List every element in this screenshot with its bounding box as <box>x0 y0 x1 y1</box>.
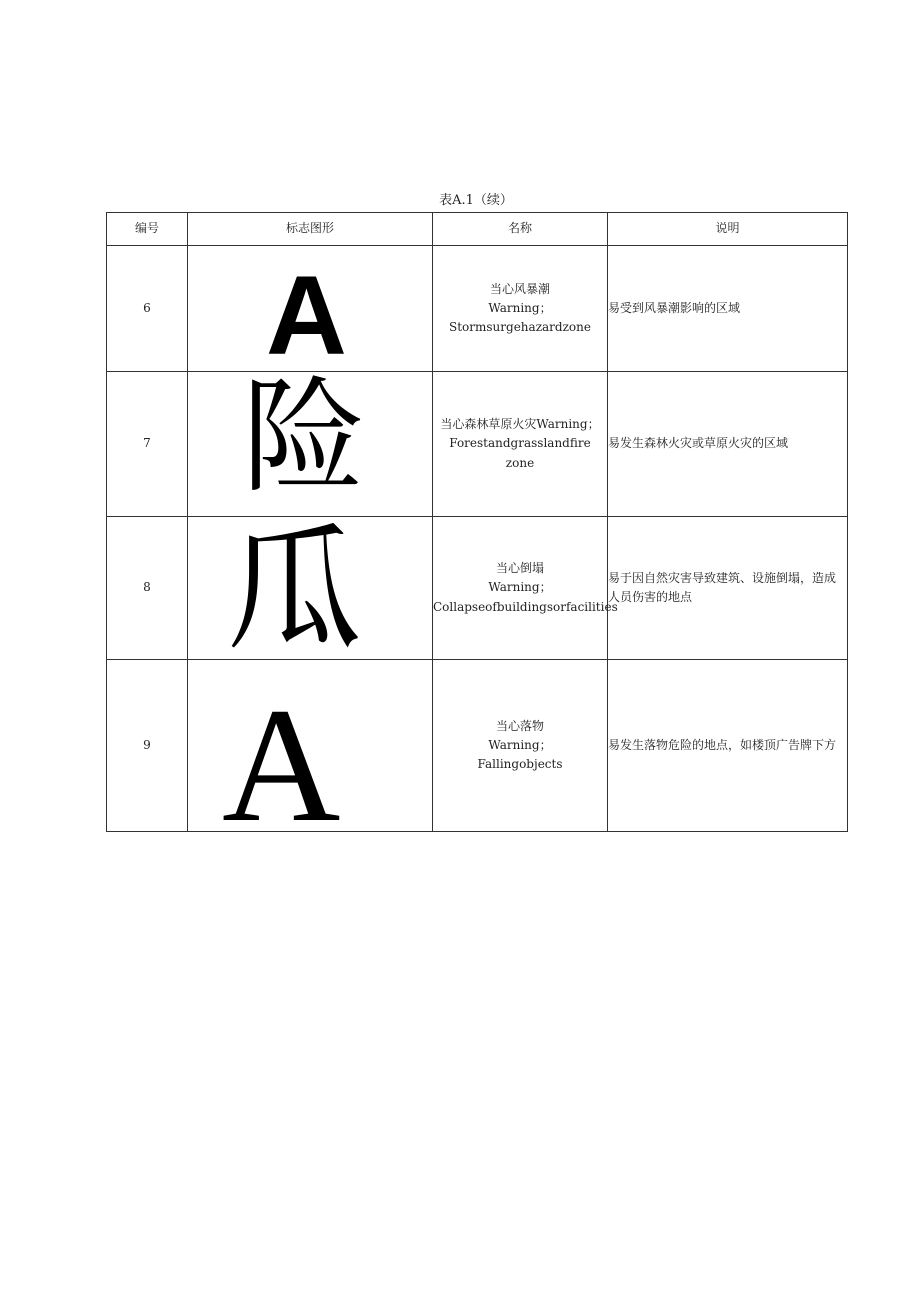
forest-fire-warning-symbol: 险 <box>242 371 367 510</box>
name-line: 当心倒塌 <box>495 561 544 576</box>
row-number: 8 <box>107 517 188 660</box>
sign-symbol-cell <box>188 372 433 517</box>
table-caption: 表A.1（续） <box>439 193 513 208</box>
name-line: Stormsurgehazardzone <box>449 320 591 335</box>
header-number: 编号 <box>107 213 188 246</box>
sign-name <box>433 660 608 832</box>
falling-objects-warning-symbol: A <box>222 675 341 832</box>
sign-description: 易于因自然灾害导致建筑、设施倒塌，造成人员伤害的地点 <box>608 517 848 660</box>
table-row <box>107 517 848 660</box>
sign-description: 易发生森林火灾或草原火灾的区域 <box>608 372 848 517</box>
name-line: 当心森林草原火灾Warning； <box>440 417 600 432</box>
collapse-warning-symbol: 瓜 <box>226 516 362 660</box>
table-header-row <box>107 213 848 246</box>
name-line: Collapseofbuildingsorfacilities <box>433 599 618 614</box>
name-line: Warning； <box>488 580 552 595</box>
header-symbol: 标志图形 <box>188 213 433 246</box>
name-line: Fallingobjects <box>477 757 563 772</box>
name-line: zone <box>505 455 535 470</box>
sign-description: 易发生落物危险的地点，如楼顶广告牌下方 <box>608 660 848 832</box>
row-number: 9 <box>107 660 188 832</box>
name-line: Warning； <box>488 737 552 752</box>
name-line: Warning； <box>488 300 552 315</box>
table-row <box>107 660 848 832</box>
row-number: 7 <box>107 372 188 517</box>
sign-symbol-cell <box>188 246 433 372</box>
header-description: 说明 <box>608 213 848 246</box>
row-number: 6 <box>107 246 188 372</box>
sign-name <box>433 372 608 517</box>
sign-description: 易受到风暴潮影响的区域 <box>608 246 848 372</box>
name-line: Forestandgrasslandfire <box>449 436 591 451</box>
storm-surge-warning-symbol: A <box>266 253 347 372</box>
table-row <box>107 372 848 517</box>
table-row <box>107 246 848 372</box>
sign-name <box>433 246 608 372</box>
sign-symbol-cell <box>188 517 433 660</box>
header-name: 名称 <box>433 213 608 246</box>
name-line: 当心落物 <box>495 718 544 733</box>
sign-name <box>433 517 618 660</box>
name-line: 当心风暴潮 <box>489 281 550 296</box>
sign-symbol-cell <box>188 660 433 832</box>
sign-table <box>106 212 848 832</box>
